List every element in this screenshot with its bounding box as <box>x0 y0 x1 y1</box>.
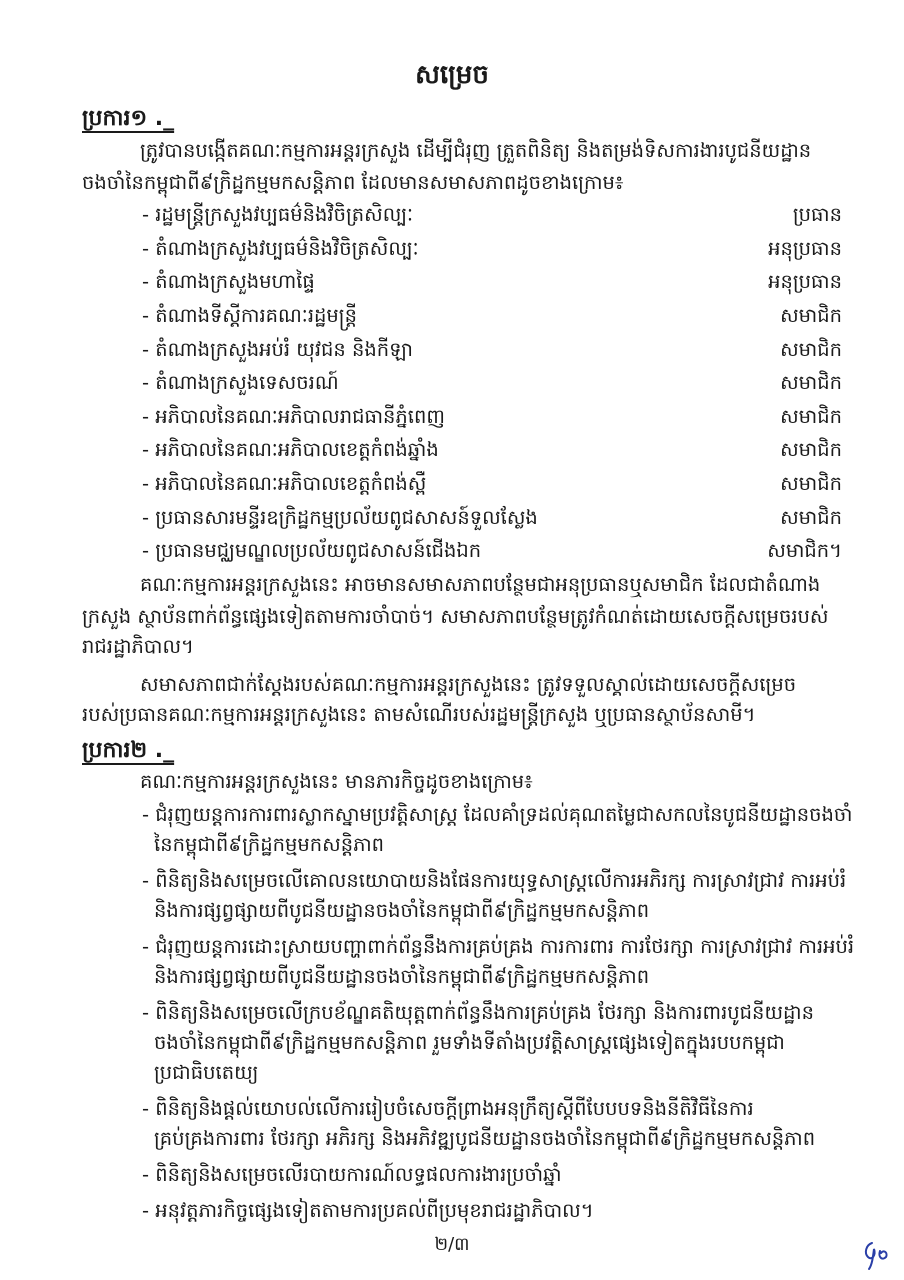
member-name: - អភិបាលនៃគណៈអភិបាលខេត្តកំពង់ស្ពឺ <box>142 472 427 496</box>
member-name: - តំណាងក្រសួងអប់រំ យុវជន និងកីឡា <box>142 337 413 361</box>
member-row <box>142 435 842 469</box>
duty-list <box>142 800 872 1232</box>
member-role: អនុប្រធាន <box>768 236 842 260</box>
article-1-para-2: គណៈកម្មការអន្តរក្រសួងនេះ អាចមានសមាសភាពបន្ថែមជាអនុប្រធានឬសមាជិក ដែលជាតំណាង <box>140 573 821 596</box>
member-row <box>142 267 842 301</box>
member-role: សមាជិក។ <box>767 539 842 563</box>
member-role: សមាជិក <box>780 505 842 529</box>
member-name: - រដ្ឋមន្ត្រីក្រសួងវប្បធម៌និងវិចិត្រសិល្បៈ <box>142 203 414 227</box>
member-name: - តំណាងក្រសួងមហាផ្ទៃ <box>142 270 315 294</box>
duty-text: ចងចាំនៃកម្ពុជាពី៩ក្រិដ្ឋកម្មមកសន្តិភាព រួមទាំងទីតាំងប្រវត្តិសាស្ត្រផ្សេងទៀតក្នុងរបបកម្ពុជា <box>154 1031 785 1054</box>
member-name: - តំណាងទីស្តីការគណៈរដ្ឋមន្ត្រី <box>142 304 357 328</box>
duty-text: ប្រជាធិបតេយ្យ <box>154 1061 259 1084</box>
duty-item <box>142 1196 872 1226</box>
duty-text: និងការផ្សព្វផ្សាយពីបូជនីយដ្ឋានចងចាំនៃកម្ពុជាពី៩ក្រិដ្ឋកម្មមកសន្តិភាព <box>154 899 650 922</box>
member-row <box>142 301 842 335</box>
member-name: - តំណាងក្រសួងទេសចរណ៍ <box>142 371 339 395</box>
duty-text: - ពិនិត្យនិងសម្រេចលើក្របខ័ណ្ឌគតិយុត្តពាក់ព័ន្ធនឹងការគ្រប់គ្រង ថែរក្សា និងការពារបូជនីយដ្ឋាន <box>142 1001 814 1024</box>
duty-text: នៃកម្ពុជាពី៩ក្រិដ្ឋកម្មមកសន្តិភាព <box>154 833 385 856</box>
member-name: - អភិបាលនៃគណៈអភិបាលខេត្តកំពង់ឆ្នាំង <box>142 438 439 462</box>
duty-text: គ្រប់គ្រងការពារ ថែរក្សា អភិរក្ស និងអភិវឌ្ឍបូជនីយដ្ឋានចងចាំនៃកម្ពុជាពី៩ក្រិដ្ឋកម្មមកសន្តិភាព <box>154 1127 816 1150</box>
member-name: - ប្រធានសារមន្ទីរឧក្រិដ្ឋកម្មប្រល័យពូជសាសន៍ទួលស្លែង <box>142 505 538 529</box>
member-role: សមាជិក <box>780 304 842 328</box>
member-role: សមាជិក <box>780 438 842 462</box>
duty-text: - ជំរុញយន្តការការពារស្លាកស្នាមប្រវត្តិសាស្ត្រ ដែលគាំទ្រដល់គុណតម្លៃជាសកលនៃបូជនីយដ្ឋានចងចាំ <box>142 803 853 826</box>
duty-text: និងការផ្សព្វផ្សាយពីបូជនីយដ្ឋានចងចាំនៃកម្ពុជាពី៩ក្រិដ្ឋកម្មមកសន្តិភាព <box>154 965 650 988</box>
article-1-para-2-cont: ក្រសួង ស្ថាប័នពាក់ព័ន្ធផ្សេងទៀតតាមការចាំបាច់។ សមាសភាពបន្ថែមត្រូវកំណត់ដោយសេចក្តីសម្រេចរបស់ <box>82 605 829 628</box>
article-1-intro: ត្រូវបានបង្កើតគណៈកម្មការអន្តរក្រសួង ដើម្បីជំរុញ ត្រួតពិនិត្យ និងតម្រង់ទិសការងារបូជនីយដ្ឋាន <box>140 139 812 162</box>
duty-item <box>142 1094 872 1154</box>
member-name: - តំណាងក្រសួងវប្បធម៌និងវិចិត្រសិល្បៈ <box>142 236 419 260</box>
page-title: សម្រេច <box>415 60 489 90</box>
duty-text: - អនុវត្តភារកិច្ចផ្សេងទៀតតាមការប្រគល់ពីប្រមុខរាជរដ្ឋាភិបាល។ <box>142 1199 594 1222</box>
duty-text: - ពិនិត្យនិងសម្រេចលើរបាយការណ៍លទ្ធផលការងារប្រចាំឆ្នាំ <box>142 1163 562 1186</box>
article-1-intro-cont: ចងចាំនៃកម្ពុជាពី៩ក្រិដ្ឋកម្មមកសន្តិភាព ដែលមានសមាសភាពដូចខាងក្រោម៖ <box>82 171 624 194</box>
duty-item <box>142 800 872 860</box>
member-row <box>142 368 842 402</box>
duty-item <box>142 932 872 992</box>
member-name: - ប្រធានមជ្ឈមណ្ឌលប្រល័យពូជសាសន៍ជើងឯក <box>142 539 482 563</box>
member-row <box>142 234 842 268</box>
member-row <box>142 502 842 536</box>
member-list <box>142 200 842 570</box>
member-row <box>142 469 842 503</box>
duty-item <box>142 1160 872 1190</box>
article-2-heading: ប្រការ២ ._ <box>82 738 175 763</box>
member-role: សមាជិក <box>780 472 842 496</box>
duty-text: - ពិនិត្យនិងសម្រេចលើគោលនយោបាយនិងផែនការយុទ្ធសាស្ត្រលើការអភិរក្ស ការស្រាវជ្រាវ ការអប់រំ <box>142 869 847 892</box>
handwritten-initials <box>860 1237 890 1271</box>
member-role: អនុប្រធាន <box>768 270 842 294</box>
article-1-para-2-end: រាជរដ្ឋាភិបាល។ <box>82 635 194 658</box>
duty-text: - ពិនិត្យនិងផ្តល់យោបល់លើការរៀបចំសេចក្តីព្រាងអនុក្រឹត្យស្តីពីបែបបទនិងនីតិវិធីនៃការ <box>142 1097 754 1120</box>
member-row <box>142 200 842 234</box>
member-row <box>142 334 842 368</box>
article-1-para-3: សមាសភាពជាក់ស្តែងរបស់គណៈកម្មការអន្តរក្រសួងនេះ ត្រូវទទួលស្គាល់ដោយសេចក្តីសម្រេច <box>140 673 797 696</box>
article-2-intro: គណៈកម្មការអន្តរក្រសួងនេះ មានភារកិច្ចដូចខាងក្រោម៖ <box>140 770 533 793</box>
member-row <box>142 536 842 570</box>
member-role: ប្រធាន <box>792 203 842 227</box>
duty-text: - ជំរុញយន្តការដោះស្រាយបញ្ហាពាក់ព័ន្ធនឹងការគ្រប់គ្រង ការការពារ ការថែរក្សា ការស្រាវជ្រាវ ការអប់រំ <box>142 935 855 958</box>
member-role: សមាជិក <box>780 371 842 395</box>
member-name: - អភិបាលនៃគណៈអភិបាលរាជធានីភ្នំពេញ <box>142 404 445 428</box>
member-role: សមាជិក <box>780 337 842 361</box>
page-number: ២/៣ <box>434 1234 470 1255</box>
member-row <box>142 402 842 436</box>
duty-item <box>142 998 872 1088</box>
article-1-heading: ប្រការ១ ._ <box>82 106 175 131</box>
article-1-para-3-cont: របស់ប្រធានគណៈកម្មការអន្តរក្រសួងនេះ តាមសំណើរបស់រដ្ឋមន្ត្រីក្រសួង ឬប្រធានស្ថាប័នសាមី។ <box>82 703 756 726</box>
member-role: សមាជិក <box>780 404 842 428</box>
duty-item <box>142 866 872 926</box>
